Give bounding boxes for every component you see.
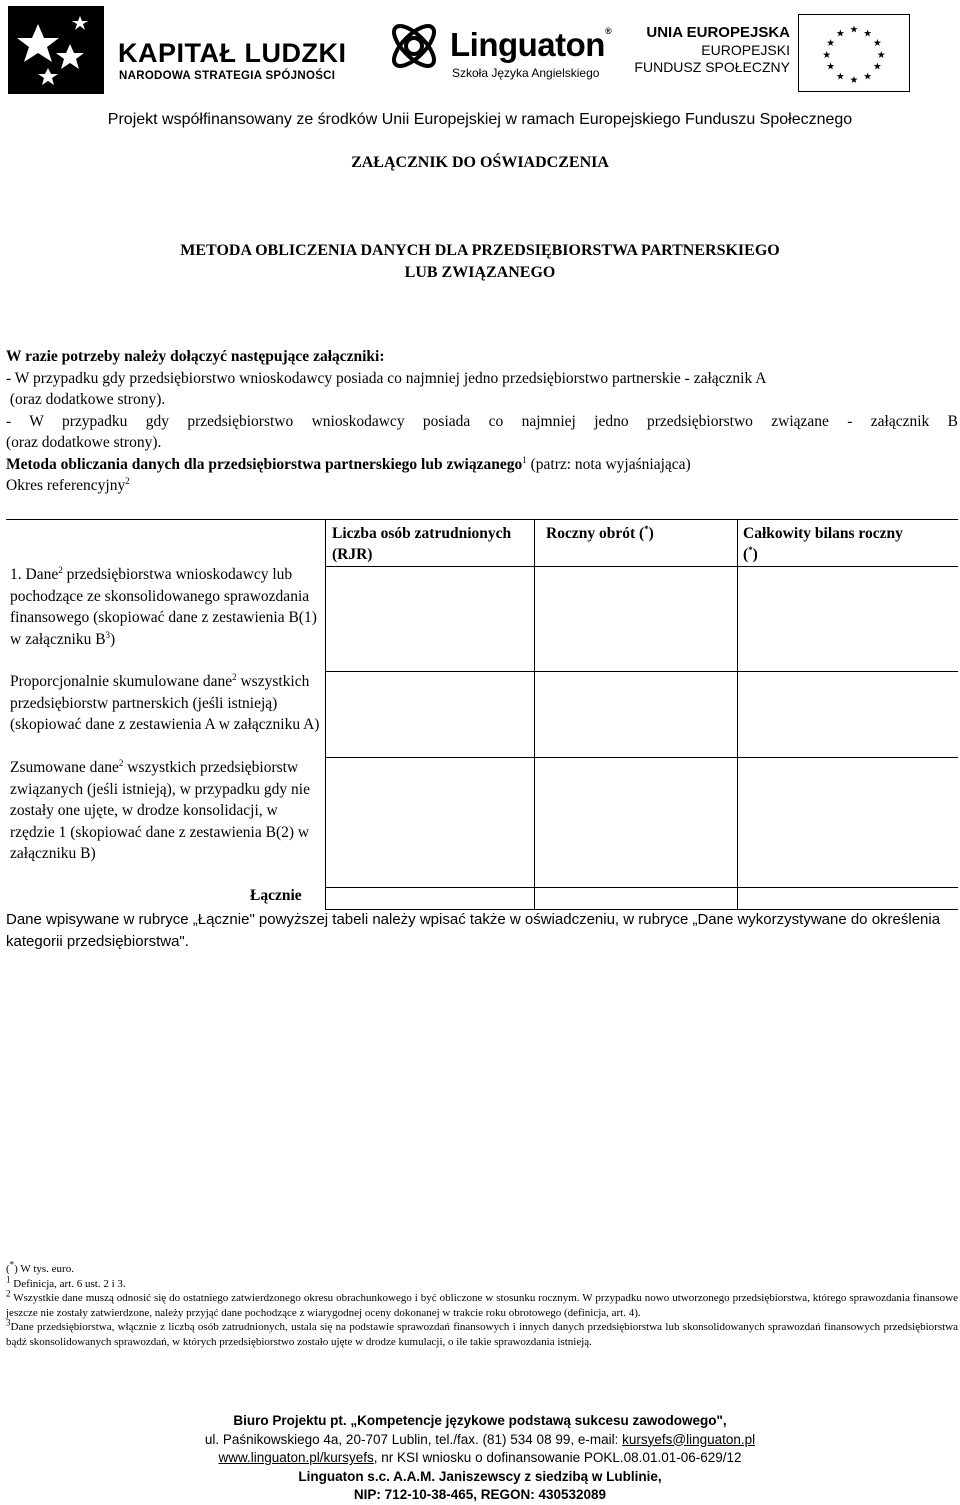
footer-tax-ids: NIP: 712-10-38-465, REGON: 430532089 bbox=[353, 1487, 607, 1502]
kapital-ludzki-logo bbox=[8, 6, 347, 96]
footnote-star: (*) W tys. euro. bbox=[6, 1259, 74, 1275]
svg-text:★: ★ bbox=[826, 38, 835, 50]
subtitle-line-1: METODA OBLICZENIA DANYCH DLA PRZEDSIĘBIORSTWA PARTNERSKIEGO bbox=[180, 242, 780, 259]
page-footer bbox=[0, 1412, 960, 1505]
footer-company: Linguaton s.c. A.A.M. Janiszewscy z siedzibą w Lublinie, bbox=[298, 1468, 662, 1484]
method-footnote-ref: 1 bbox=[522, 454, 527, 465]
subtitle-line-2: LUB ZWIĄZANEGO bbox=[404, 264, 556, 281]
cell-balance-partner[interactable] bbox=[738, 672, 957, 757]
linguaton-name: Linguaton® bbox=[450, 26, 612, 63]
svg-text:★: ★ bbox=[863, 28, 873, 40]
cell-employees-total[interactable] bbox=[326, 888, 533, 909]
cell-employees-applicant[interactable] bbox=[326, 567, 533, 671]
document-subtitle bbox=[0, 240, 960, 284]
svg-text:★: ★ bbox=[849, 24, 859, 36]
footer-email-link[interactable]: kursyefs@linguaton.pl bbox=[622, 1431, 756, 1447]
kapital-ludzki-title: KAPITAŁ LUDZKI bbox=[118, 38, 347, 68]
eu-line-1: UNIA EUROPEJSKA bbox=[646, 24, 790, 41]
row-applicant-data: 1. Dane$^2$ przedsiębiorstwa wnioskodawcy lub pochodzące ze skonsolidowanego sprawozdania finansowego (skopiować dane z zestawienia B(1) w załączniku $B^3$) bbox=[10, 564, 317, 648]
svg-text:★: ★ bbox=[835, 71, 845, 83]
footnote-1: $^1$ Definicja, art. 6 ust. 2 i 3. bbox=[6, 1273, 126, 1290]
cell-employees-partner[interactable] bbox=[326, 672, 533, 757]
svg-text:★: ★ bbox=[876, 49, 886, 61]
svg-text:★: ★ bbox=[873, 38, 882, 50]
reference-period: Okres referencyjny$^2$ bbox=[6, 475, 130, 494]
table-top-border bbox=[6, 519, 958, 520]
row-total-label: Łącznie bbox=[250, 887, 302, 904]
project-cofinancing-line: Projekt współfinansowany ze środków Unii Europejskiej w ramach Europejskiego Funduszu Społecznego bbox=[107, 111, 853, 128]
intro-section bbox=[6, 346, 958, 497]
footer-website: www.linguaton.pl/kursyefs, nr KSI wniosku o dofinansowanie POKL.08.01.01-06-629/12 bbox=[218, 1450, 742, 1465]
intro-heading: W razie potrzeby należy dołączyć następujące załączniki: bbox=[6, 348, 385, 365]
cell-turnover-partner[interactable] bbox=[535, 672, 736, 757]
method-rest: (patrz: nota wyjaśniająca) bbox=[526, 455, 691, 473]
cell-turnover-applicant[interactable] bbox=[535, 567, 736, 671]
data-table bbox=[6, 519, 958, 910]
total-note: Dane wpisywane w rubryce „Łącznie" powyższej tabeli należy wpisać także w oświadczeniu, w rubryce „Dane wykorzystywane do określenia kategorii przedsiębiorstwa". bbox=[6, 911, 941, 950]
intro-attachment-b-line-1: - W przypadku gdy przedsiębiorstwo wnioskodawcy posiada co najmniej jedno przedsiębiorstwo związane - załącznik B bbox=[6, 412, 958, 430]
kapital-ludzki-emblem-icon bbox=[8, 6, 104, 94]
cell-balance-total[interactable] bbox=[738, 888, 957, 909]
cell-balance-applicant[interactable] bbox=[738, 567, 957, 671]
cell-turnover-linked[interactable] bbox=[535, 758, 736, 887]
svg-text:★: ★ bbox=[863, 71, 873, 83]
eu-flag-icon bbox=[798, 14, 910, 92]
footer-project-office: Biuro Projektu pt. „Kompetencje językowe podstawą sukcesu zawodowego", bbox=[233, 1413, 727, 1428]
intro-attachment-a-line-2: (oraz dodatkowe strony). bbox=[6, 391, 166, 408]
kapital-ludzki-subtitle: NARODOWA STRATEGIA SPÓJNOŚCI bbox=[119, 70, 336, 82]
svg-text:★: ★ bbox=[826, 61, 835, 73]
linguaton-logo bbox=[384, 14, 612, 86]
footnote-2: $^2$ Wszystkie dane muszą odnosić się do ostatniego zatwierdzonego okresu obrachunkowego i być obliczone w stosunku rocznym. W przypadku nowo utworzonego przedsiębiorstwa, którego sprawozdania finansowe jeszcze nie zostały zatwierdzone, należy przyjąć dane pochodzące z wiarygodnej oceny dokonanej w trakcie roku obrotowego (definicja, art. 4). bbox=[6, 1288, 958, 1319]
intro-attachment-b-line-2: (oraz dodatkowe strony). bbox=[6, 434, 162, 451]
eu-text-block bbox=[634, 24, 790, 76]
linguaton-knot-icon bbox=[384, 16, 444, 76]
svg-text:★: ★ bbox=[822, 49, 832, 61]
footer-address: ul. Paśnikowskiego 4a, 20-707 Lublin, tel./fax. (81) 534 08 99, e-mail: kursyefs@linguaton.pl bbox=[204, 1431, 756, 1447]
row-partner-data: Proporcjonalnie skumulowane dane$^2$ wszystkich przedsiębiorstw partnerskich (jeśli istnieją) (skopiować dane z zestawienia A w załączniku A) bbox=[10, 671, 320, 733]
method-line bbox=[6, 454, 958, 476]
header-annual-balance: Całkowity bilans roczny (*) bbox=[743, 525, 903, 563]
reference-footnote-ref: 2 bbox=[125, 475, 130, 486]
eu-line-2: EUROPEJSKI bbox=[701, 42, 790, 58]
svg-text:★: ★ bbox=[873, 61, 882, 73]
eu-logo bbox=[634, 14, 910, 94]
linguaton-subtitle: Szkoła Języka Angielskiego bbox=[452, 66, 600, 80]
footnote-3: $^3$Dane przedsiębiorstwa, włącznie z liczbą osób zatrudnionych, ustala się na podstawie sprawozdań finansowych i innych danych przedsiębiorstwa lub skonsolidowanych sprawozdań finansowych przedsiębiorstwa bądź skonsolidowanych sprawozdań, w których przedsiębiorstwo zostało ujęte w drodze kumulacji, o ile takie sprawozdania istnieją. bbox=[6, 1317, 958, 1348]
footer-website-link[interactable]: www.linguaton.pl/kursyefs bbox=[218, 1450, 374, 1465]
footnotes bbox=[6, 1259, 958, 1349]
eu-line-3: FUNDUSZ SPOŁECZNY bbox=[634, 59, 790, 75]
row-linked-data: Zsumowane dane$^2$ wszystkich przedsiębiorstw związanych (jeśli istnieją), w przypadku gdy nie zostały one ujęte, w drodze konsolidacji, w rzędzie 1 (skopiować dane z zestawienia B(2) w załączniku B) bbox=[10, 757, 310, 862]
header-annual-turnover: Roczny obrót (*) bbox=[546, 523, 654, 542]
header-employees: Liczba osób zatrudnionych (RJR) bbox=[332, 525, 512, 563]
svg-text:★: ★ bbox=[835, 28, 845, 40]
method-bold: Metoda obliczania danych dla przedsiębiorstwa partnerskiego lub związanego bbox=[6, 455, 523, 473]
cell-turnover-total[interactable] bbox=[535, 888, 736, 909]
cell-employees-linked[interactable] bbox=[326, 758, 533, 887]
svg-text:★: ★ bbox=[849, 75, 859, 87]
registered-mark: ® bbox=[604, 26, 612, 36]
intro-attachment-a-line-1: - W przypadku gdy przedsiębiorstwo wnioskodawcy posiada co najmniej jedno przedsiębiorstwo partnerskie - załącznik A bbox=[6, 369, 767, 387]
document-title: ZAŁĄCZNIK DO OŚWIADCZENIA bbox=[351, 154, 609, 171]
cell-balance-linked[interactable] bbox=[738, 758, 957, 887]
